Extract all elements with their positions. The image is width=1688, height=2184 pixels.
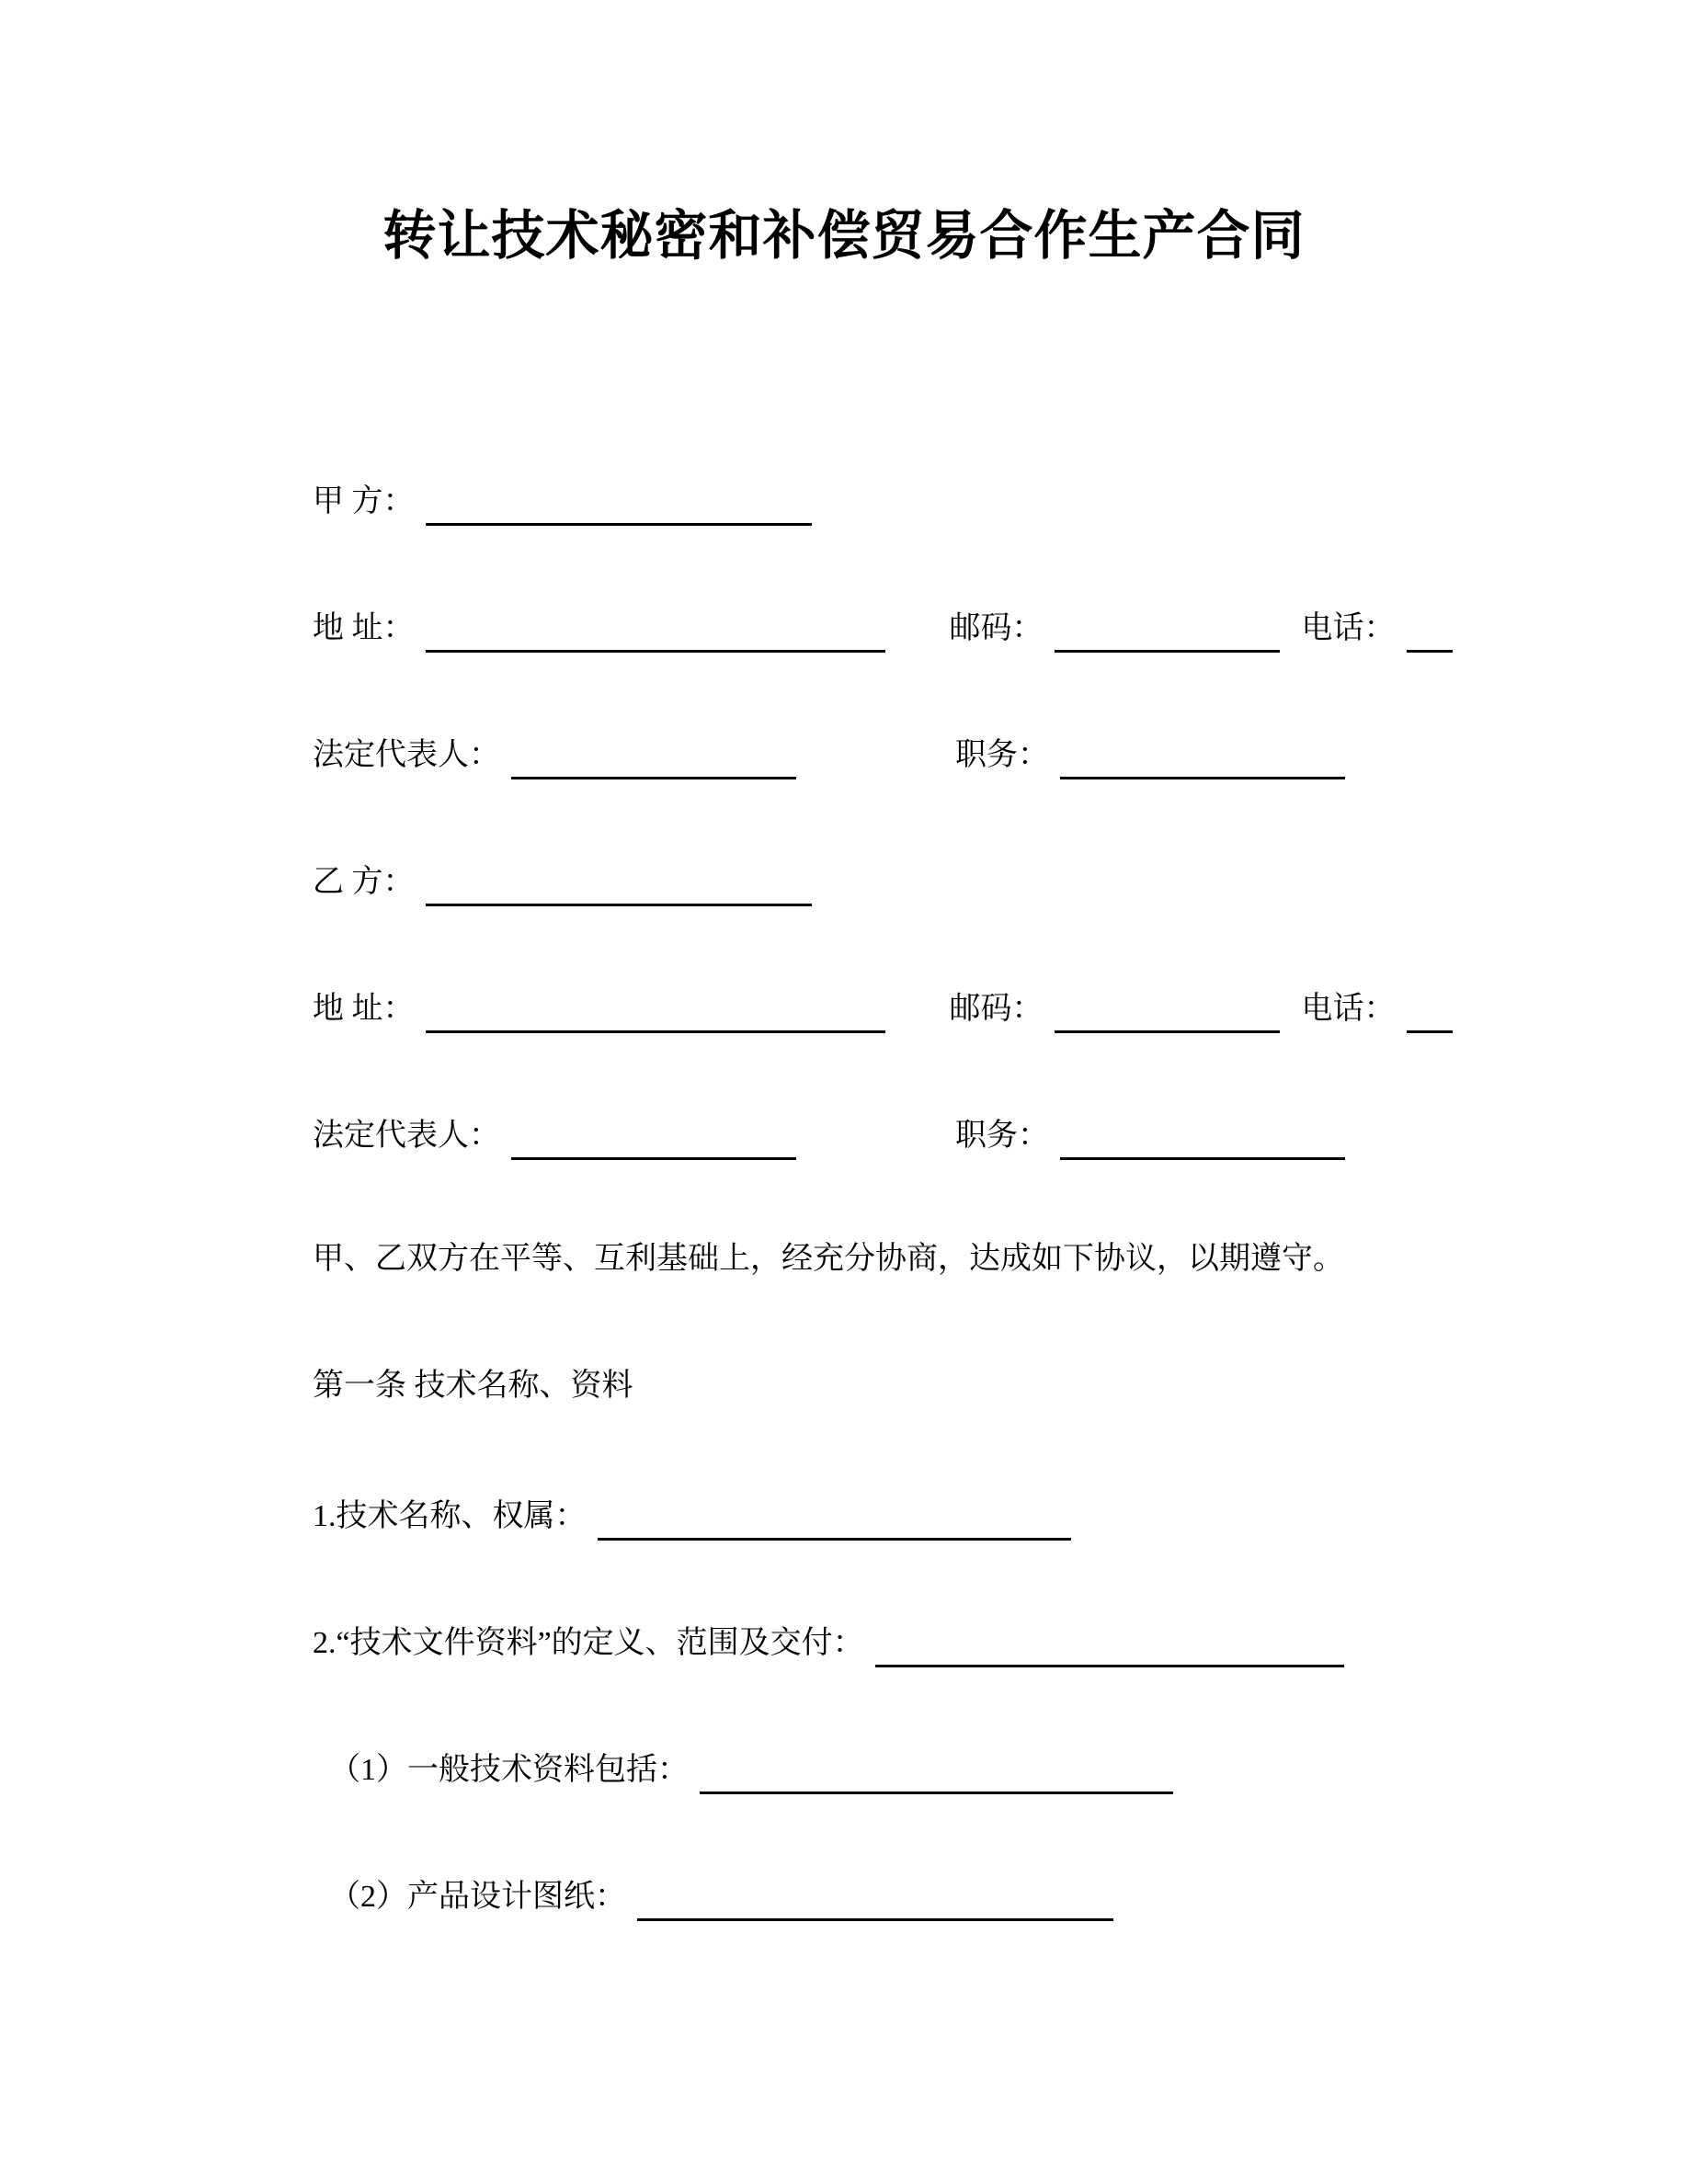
item-1-row: [313, 1414, 1458, 1541]
legal-rep-a-blank-line: [511, 777, 796, 779]
party-a-blank-line: [426, 523, 812, 526]
document-title: 转让技术秘密和补偿贸易合作生产合同: [382, 206, 1306, 266]
party-b-address-row: [313, 906, 1458, 1033]
legal-rep-b-label: 法定代表人：: [313, 1119, 500, 1153]
party-a-row: [313, 399, 1458, 526]
party-a-label: 甲 方：: [313, 484, 415, 518]
preamble-text: 甲、乙双方在平等、互利基础上，经充分协商，达成如下协议，以期遵守。: [313, 1242, 1344, 1276]
legal-rep-b-blank-line: [511, 1157, 796, 1160]
item-2-blank-line: [875, 1665, 1344, 1667]
subitem-1-label: （1）一般技术资料包括：: [329, 1753, 689, 1787]
address-a-blank-line: [426, 650, 885, 653]
zip-b-label: 邮码：: [949, 992, 1044, 1026]
phone-b-blank-line: [1407, 1030, 1453, 1033]
position-b-label: 职务：: [955, 1119, 1049, 1153]
subitem-2-row: [313, 1794, 1458, 1921]
address-b-blank-line: [426, 1030, 885, 1033]
preamble-row: [313, 1160, 1458, 1287]
position-a-blank-line: [1060, 777, 1345, 779]
address-b-label: 地 址：: [313, 992, 415, 1026]
party-b-blank-line: [426, 904, 812, 906]
item-1-blank-line: [598, 1538, 1071, 1541]
address-a-label: 地 址：: [313, 611, 415, 645]
party-b-label: 乙 方：: [313, 865, 415, 899]
legal-rep-a-label: 法定代表人：: [313, 738, 500, 772]
zip-b-blank-line: [1055, 1030, 1280, 1033]
subitem-2-blank-line: [637, 1918, 1113, 1921]
phone-b-label: 电话：: [1301, 992, 1396, 1026]
position-a-label: 职务：: [955, 738, 1049, 772]
item-1-label: 1.技术名称、权属：: [313, 1499, 587, 1533]
item-2-row: [313, 1541, 1458, 1667]
subitem-1-row: [313, 1667, 1458, 1794]
party-b-row: [313, 779, 1458, 906]
phone-a-label: 电话：: [1301, 611, 1396, 645]
phone-a-blank-line: [1407, 650, 1453, 653]
subitem-1-blank-line: [700, 1792, 1173, 1794]
position-b-blank-line: [1060, 1157, 1345, 1160]
subitem-2-label: （2）产品设计图纸：: [329, 1880, 626, 1914]
party-a-representative-row: [313, 653, 1458, 779]
zip-a-blank-line: [1055, 650, 1280, 653]
item-2-label: 2.“技术文件资料”的定义、范围及交付：: [313, 1626, 864, 1660]
article-1-heading-row: [313, 1287, 1458, 1414]
document-body: [313, 399, 1458, 1921]
article-1-heading: 第一条 技术名称、资料: [313, 1369, 633, 1403]
party-a-address-row: [313, 526, 1458, 653]
party-b-representative-row: [313, 1033, 1458, 1160]
zip-a-label: 邮码：: [949, 611, 1044, 645]
